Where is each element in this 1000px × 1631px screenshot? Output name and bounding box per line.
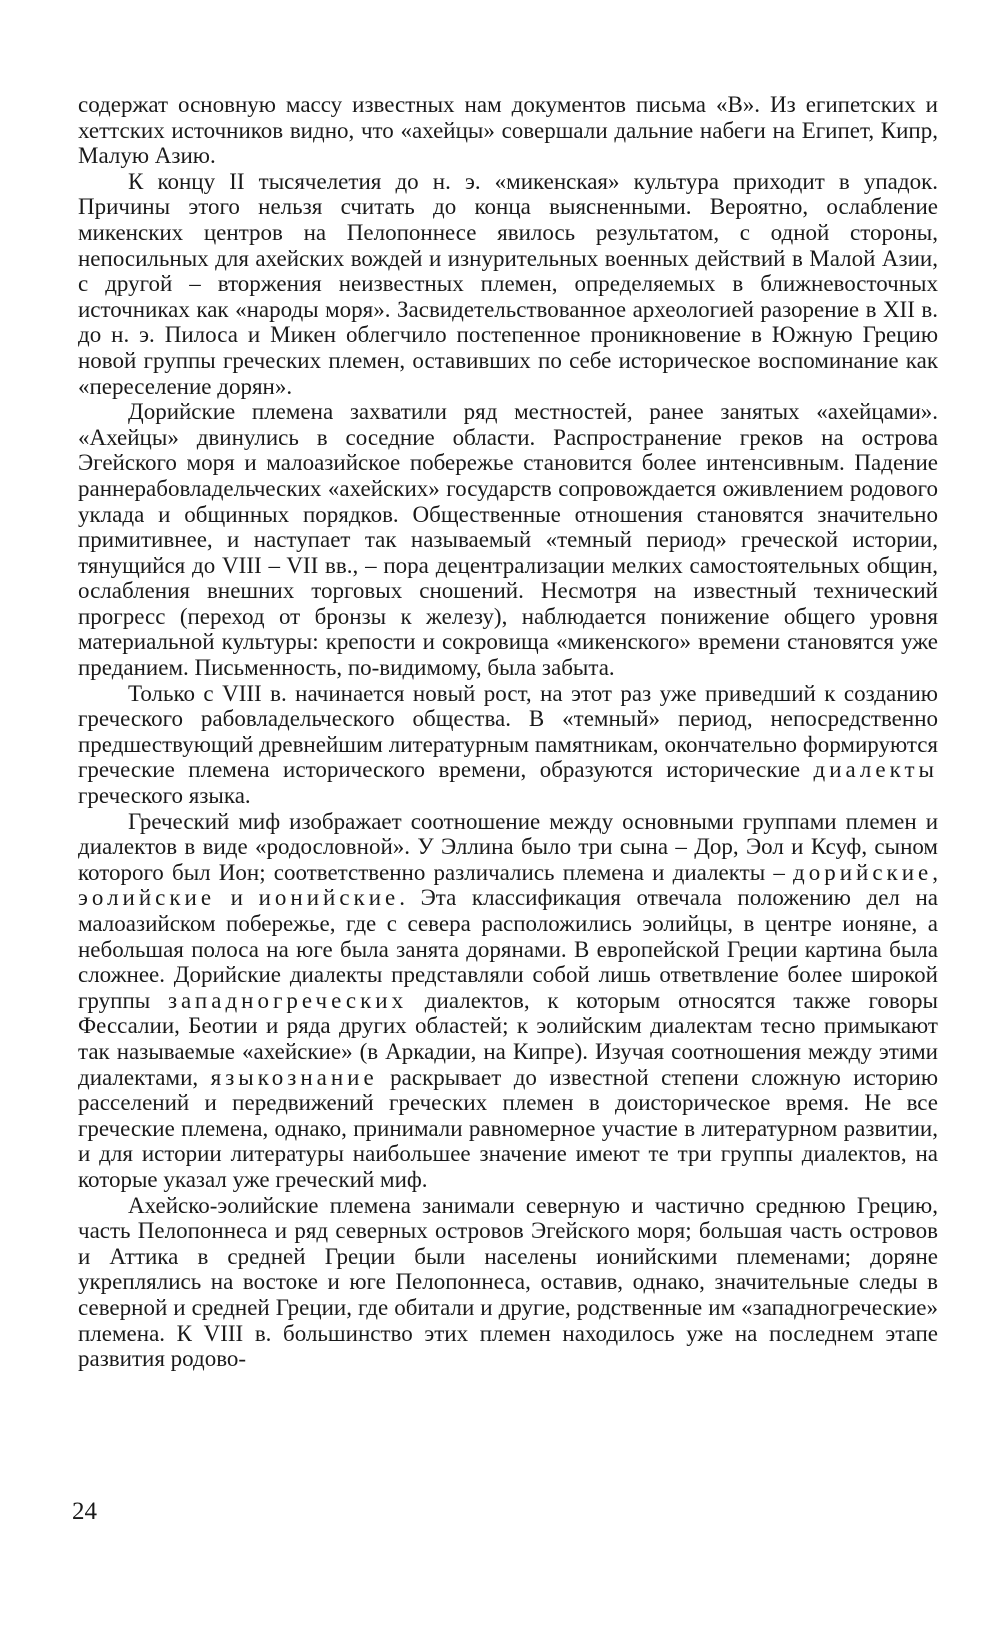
text-run: Греческий миф изображает соотношение между основными группами племен и диалектов в виде «родословной». У Эллина было три сына – Дор, Эол и Ксуф, сыном которого был Ион; соответственно различались племена и диалекты – xyxy=(78,808,938,885)
text-run: . Эта классификация отвечала положению дел на малоазийском побережье, где с севера расположились эолийцы, в центре ионяне, а небольшая полоса на юге была занята дорянами. В европейской Греции картина была сложнее. Дорийские диалекты представляли собой лишь ответвление более широкой группы xyxy=(78,885,939,1013)
paragraph-2 xyxy=(78,169,938,399)
text-run: содержат основную массу известных нам документов письма «В». Из египетских и хеттских источников видно, что «ахейцы» совершали дальние набеги на Египет, Кипр, Малую Азию. xyxy=(78,92,938,169)
page-number: 24 xyxy=(72,1498,97,1525)
text-run: диалектов, к которым относятся также говоры Фессалии, Беотии и ряда других областей; к эолийским диалектам тесно примыкают так называемые «ахейские» (в Аркадии, на Кипре). Изучая соотношения между этими диалектами, xyxy=(78,987,938,1090)
text-run: К концу II тысячелетия до н. э. «микенская» культура приходит в упадок. Причины этого нельзя считать до конца выясненными. Вероятно, ослабление микенских центров на Пелопоннесе явилось результатом, с одной стороны, непосильных для ахейских вождей и изнурительных военных действий в Малой Азии, с другой – вторжения неизвестных племен, определяемых в ближневосточных источниках как «народы моря». Засвидетельствованное археологией разорение в XII в. до н. э. Пилоса и Микен облегчило постепенное проникновение в Южную Грецию новой группы греческих племен, оставивших по себе историческое воспоминание как «переселение дорян». xyxy=(78,168,938,399)
paragraph-1 xyxy=(78,92,938,169)
text-run: , xyxy=(932,859,938,885)
text-run: Дорийские племена захватили ряд местностей, ранее занятых «ахейцами». «Ахейцы» двинулись в соседние области. Распространение греков на острова Эгейского моря и малоазийское побережье становится более интенсивным. Падение раннерабовладельческих «ахейских» государств сопровождается оживлением родового уклада и общинных порядков. Общественные отношения становятся значительно примитивнее, и наступает так называемый «темный период» греческой истории, тянущийся до VIII – VII вв., – пора децентрализации мелких самостоятельных общин, ослабления внешних торговых сношений. Несмотря на известный технический прогресс (переход от бронзы к железу), наблюдается понижение общего уровня материальной культуры: крепости и сокровища «микенского» времени становятся уже преданием. Письменность, по-видимому, была забыта. xyxy=(78,399,938,681)
text-run: греческого языка. xyxy=(78,783,251,809)
spaced-term: дорийские xyxy=(793,859,933,885)
text-run: раскрывает до известной степени сложную историю расселений и передвижений греческих племен в доисторическое время. Не все греческие племена, однако, принимали равномерное участие в литературном развитии, и для истории литературы наибольшее значение имеют те три группы диалектов, на которые указал уже греческий миф. xyxy=(78,1064,938,1192)
page-text-column xyxy=(78,92,938,1372)
paragraph-5 xyxy=(78,809,938,1193)
paragraph-6 xyxy=(78,1193,938,1372)
paragraph-3 xyxy=(78,399,938,681)
paragraph-4 xyxy=(78,681,938,809)
spaced-term: ионийские xyxy=(258,885,400,911)
spaced-term: языкознание xyxy=(210,1064,378,1090)
spaced-term: западногреческих xyxy=(167,987,408,1013)
spaced-term: диалекты xyxy=(813,757,938,783)
spaced-term: эолийские xyxy=(78,885,216,911)
text-run: Только с VIII в. начинается новый рост, на этот раз уже приведший к созданию греческого рабовладельческого общества. В «темный» период, непосредственно предшествующий древнейшим литературным памятникам, окончательно формируются греческие племена исторического времени, образуются исторические xyxy=(78,680,938,783)
text-run: Ахейско-эолийские племена занимали северную и частично среднюю Грецию, часть Пелопоннеса и ряд северных островов Эгейского моря; большая часть островов и Аттика в средней Греции были населены ионийскими племенами; доряне укреплялись на востоке и юге Пелопоннеса, оставив, однако, значительные следы в северной и средней Греции, где обитали и другие, родственные им «западногреческие» племена. К VIII в. большинство этих племен находилось уже на последнем этапе развития родово- xyxy=(78,1192,938,1372)
text-run: и xyxy=(215,885,259,911)
